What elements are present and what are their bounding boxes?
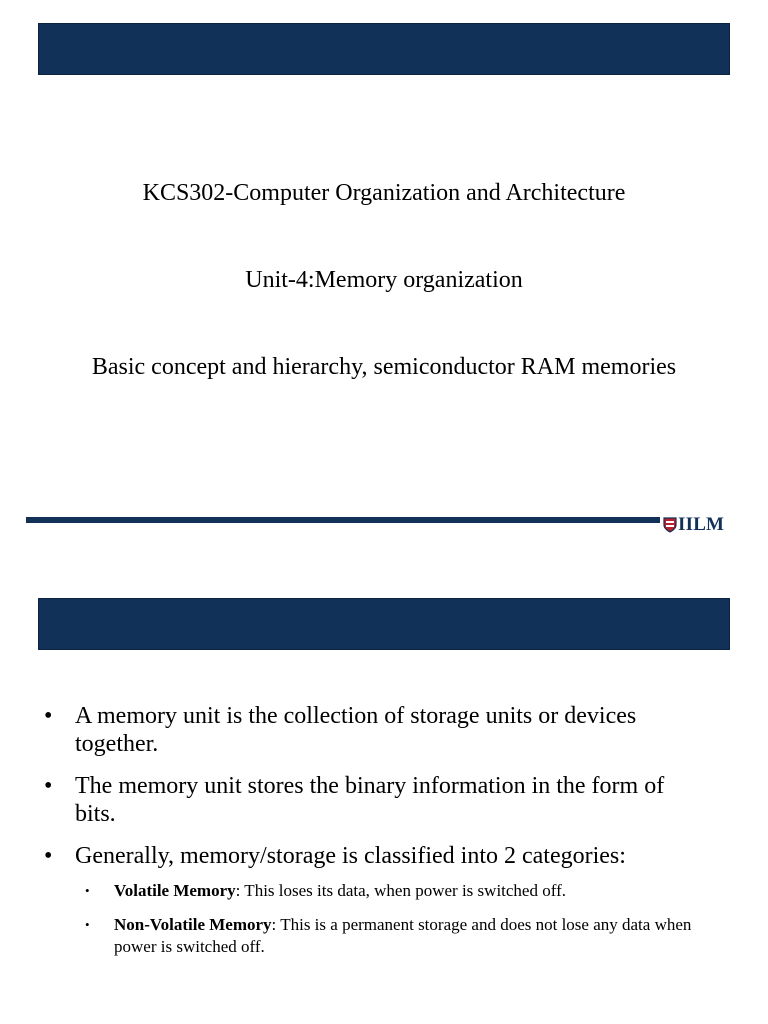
bullet-dot: • [85, 883, 90, 898]
sub-bullet-term: Volatile Memory [114, 881, 236, 900]
shield-icon [663, 517, 677, 533]
bullet-item [0, 772, 685, 828]
bullet-text: A memory unit is the collection of storage units or devices together. [75, 703, 637, 757]
bullet-item [0, 702, 685, 758]
sub-bullet-term: Non-Volatile Memory [114, 915, 272, 934]
course-title: KCS302-Computer Organization and Architecture [142, 180, 626, 206]
bullet-list [0, 702, 768, 970]
bullet-dot: • [85, 917, 90, 932]
sub-bullet-item [0, 914, 704, 958]
bullet-dot: • [44, 703, 53, 729]
bullet-text: Generally, memory/storage is classified into 2 categories: [75, 843, 626, 869]
sub-bullet-text: : This is a permanent storage and does not lose any data when power is switched off. [114, 915, 692, 956]
sub-bullet-item [0, 880, 704, 902]
iilm-logo [663, 514, 724, 536]
bullet-dot: • [44, 773, 53, 799]
slide1-header-bar [38, 23, 730, 75]
bullet-dot: • [44, 843, 53, 869]
bullet-item [0, 842, 685, 870]
unit-title: Unit-4:Memory organization [245, 267, 523, 293]
footer-rule [26, 517, 660, 523]
logo-text: IILM [678, 514, 725, 535]
sub-bullet-text: : This loses its data, when power is switched off. [235, 881, 566, 900]
bullet-text: The memory unit stores the binary information in the form of bits. [75, 773, 665, 827]
slide2-header-bar [38, 598, 730, 650]
topic-title: Basic concept and hierarchy, semiconductor RAM memories [91, 354, 677, 380]
